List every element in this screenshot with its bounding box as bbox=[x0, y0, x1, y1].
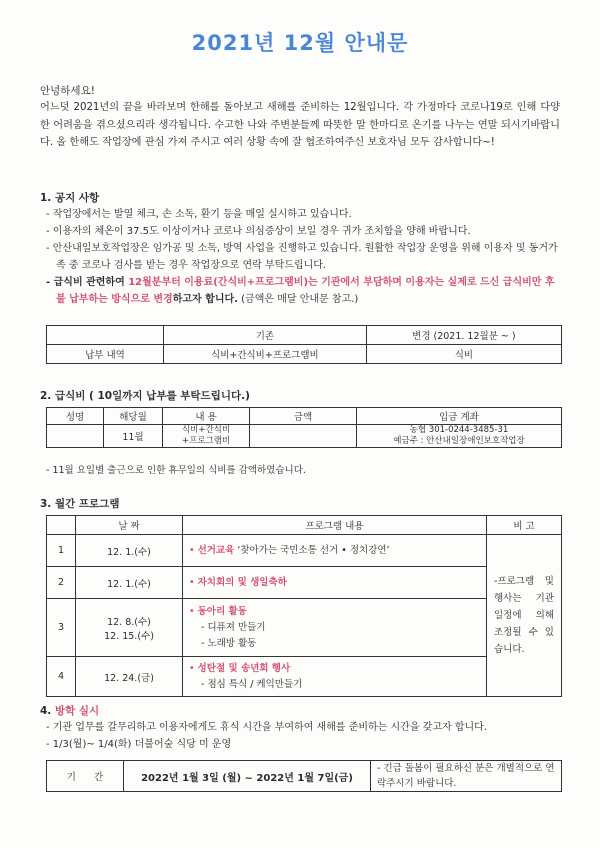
empty-header-cell bbox=[47, 326, 164, 345]
meal-fee-highlight: 12월분부터 이용료(간식비+프로그램비)는 기관에서 부담하며 이용자는 실제로 드신 급식비만 후불 납부하는 방식으로 변경 bbox=[56, 277, 555, 305]
program-extra: ‘찾아가는 국민소통 선거 • 정치강연’ bbox=[234, 544, 390, 556]
program-cell bbox=[183, 567, 487, 599]
account-holder: 예금주 : 안산내일장애인보호작업장 bbox=[393, 436, 525, 446]
date-cell bbox=[76, 599, 183, 657]
program-sub: - 노래방 활동 bbox=[201, 637, 257, 649]
amount-cell bbox=[250, 425, 357, 448]
name-cell bbox=[47, 425, 104, 448]
meal-fee-table bbox=[46, 407, 562, 448]
vacation-period-table bbox=[46, 760, 562, 792]
col-header: 날 짜 bbox=[76, 516, 183, 535]
date-cell bbox=[76, 535, 183, 567]
date: 12. 1.(수) bbox=[107, 546, 151, 558]
table-row bbox=[47, 599, 562, 657]
col-header: 입금 계좌 bbox=[357, 408, 562, 425]
notice-bullet: - 작업장에서는 발열 체크, 손 소독, 환기 등을 매일 실시하고 있습니다. bbox=[46, 209, 352, 220]
table-row bbox=[47, 657, 562, 697]
program-cell bbox=[183, 535, 487, 567]
bullet-dot-icon: • bbox=[189, 544, 198, 556]
section4-label: 방학 실시 bbox=[54, 705, 100, 717]
before-header: 기존 bbox=[164, 326, 367, 345]
row-number: 3 bbox=[47, 599, 76, 657]
program-sub: - 점심 특식 / 케익만들기 bbox=[201, 678, 303, 690]
section1-bullets bbox=[46, 206, 562, 308]
month-cell: 11월 bbox=[104, 425, 163, 448]
row-label: 납부 내역 bbox=[47, 345, 164, 364]
section2-title: 2. 급식비 ( 10일까지 납부를 부탁드립니다.) bbox=[40, 390, 250, 402]
row-number: 4 bbox=[47, 657, 76, 697]
meal-fee-bullet bbox=[46, 274, 562, 308]
section4-title bbox=[40, 703, 99, 718]
meal-fee-bold: 하고자 합니다. bbox=[172, 294, 238, 305]
program-name: 성탄절 및 송년회 행사 bbox=[197, 662, 291, 674]
section4-number: 4. bbox=[40, 705, 55, 717]
program-sub: - 디퓨져 만들기 bbox=[201, 621, 266, 633]
period-note: - 긴급 돌봄이 필요하신 분은 개별적으로 연락주시기 바랍니다. bbox=[371, 761, 562, 792]
date: 12. 1.(수) bbox=[107, 578, 151, 590]
section1-title: 1. 공지 사항 bbox=[40, 192, 100, 204]
empty-header-cell bbox=[47, 516, 76, 535]
col-header: 성명 bbox=[47, 408, 104, 425]
notice-bullet: - 이용자의 체온이 37.5도 이상이거나 코로나 의심증상이 보일 경우 귀가 조치함을 양해 바랍니다. bbox=[46, 226, 471, 237]
account-cell bbox=[357, 425, 562, 448]
after-header: 변경 (2021. 12월분 ~ ) bbox=[366, 326, 561, 345]
meal-fee-note: - 11월 요일별 출근으로 인한 휴무일의 식비를 감액하였습니다. bbox=[46, 465, 306, 476]
col-header: 내 용 bbox=[163, 408, 250, 425]
content-line: +프로그램비 bbox=[181, 436, 231, 446]
bullet-dot-icon: • bbox=[189, 605, 198, 617]
meal-fee-suffix: (금액은 매달 안내문 참고.) bbox=[237, 294, 359, 305]
vacation-bullet: - 기관 업무를 갈무리하고 이용자에게도 휴식 시간을 부여하여 새해를 준비하는 시간을 갖고자 합니다. bbox=[46, 722, 487, 733]
date: 12. 15.(수) bbox=[104, 630, 154, 642]
period-value: 2022년 1월 3일 (월) ~ 2022년 1월 7일(금) bbox=[124, 761, 371, 792]
program-name: 자치회의 및 생일축하 bbox=[197, 576, 287, 588]
notice-bullet: - 안산내일보호작업장은 임가공 및 소독, 방역 사업을 진행하고 있습니다. 원활한 작업장 운영을 위해 이용자 및 동거가족 중 코로나 검사를 받는 경우 작업장으로 연락 부탁드립니다. bbox=[46, 243, 558, 271]
intro-paragraph: 어느덧 2021년의 끝을 바라보며 한해를 돌아보고 새해를 준비하는 12월입니다. 각 가정마다 코로나19로 인해 다양한 어려움을 겪으셨으리라 생각됩니다. 수고한 나와 주변분들께 따뜻한 말 한마디로 온기를 나누는 연말 되시기바랍니다. 올 한해도 작업장에 관심 가져 주시고 여러 상황 속에 잘 협조하여주신 보호자님 모두 감사합니다~! bbox=[40, 102, 560, 148]
program-cell bbox=[183, 599, 487, 657]
fee-change-table bbox=[46, 325, 562, 364]
page-title: 2021년 12월 안내문 bbox=[191, 31, 409, 55]
col-header: 비 고 bbox=[487, 516, 562, 535]
period-label: 기 간 bbox=[47, 761, 124, 792]
section3-title: 3. 월간 프로그램 bbox=[40, 498, 120, 510]
meal-fee-prefix: - 급식비 관련하여 bbox=[46, 277, 129, 288]
col-header: 금액 bbox=[250, 408, 357, 425]
program-cell bbox=[183, 657, 487, 697]
col-header: 프로그램 내용 bbox=[183, 516, 487, 535]
program-name: 동아리 활동 bbox=[197, 605, 247, 617]
vacation-bullet: - 1/3(월)~ 1/4(화) 더불어숲 식당 미 운영 bbox=[46, 739, 232, 750]
date: 12. 8.(수) bbox=[107, 616, 151, 628]
before-value: 식비+간식비+프로그램비 bbox=[164, 345, 367, 364]
after-value: 식비 bbox=[366, 345, 561, 364]
account-number: 농협 301-0244-3485-31 bbox=[409, 425, 509, 435]
program-name: 선거교육 bbox=[197, 544, 235, 556]
content-cell bbox=[163, 425, 250, 448]
date: 12. 24.(금) bbox=[104, 672, 154, 684]
section4-bullets bbox=[46, 719, 562, 753]
col-header: 해당월 bbox=[104, 408, 163, 425]
table-row bbox=[47, 535, 562, 567]
greeting: 안녕하세요! bbox=[40, 85, 95, 97]
row-number: 2 bbox=[47, 567, 76, 599]
program-table bbox=[46, 515, 562, 697]
date-cell bbox=[76, 567, 183, 599]
date-cell bbox=[76, 657, 183, 697]
bullet-dot-icon: • bbox=[189, 576, 198, 588]
bullet-dot-icon: • bbox=[189, 662, 198, 674]
row-number: 1 bbox=[47, 535, 76, 567]
content-line: 식비+간식비 bbox=[181, 425, 231, 435]
table-row bbox=[47, 567, 562, 599]
remark-cell: -프로그램 및 행사는 기관 일정에 의해 조정될 수 있습니다. bbox=[487, 535, 562, 697]
